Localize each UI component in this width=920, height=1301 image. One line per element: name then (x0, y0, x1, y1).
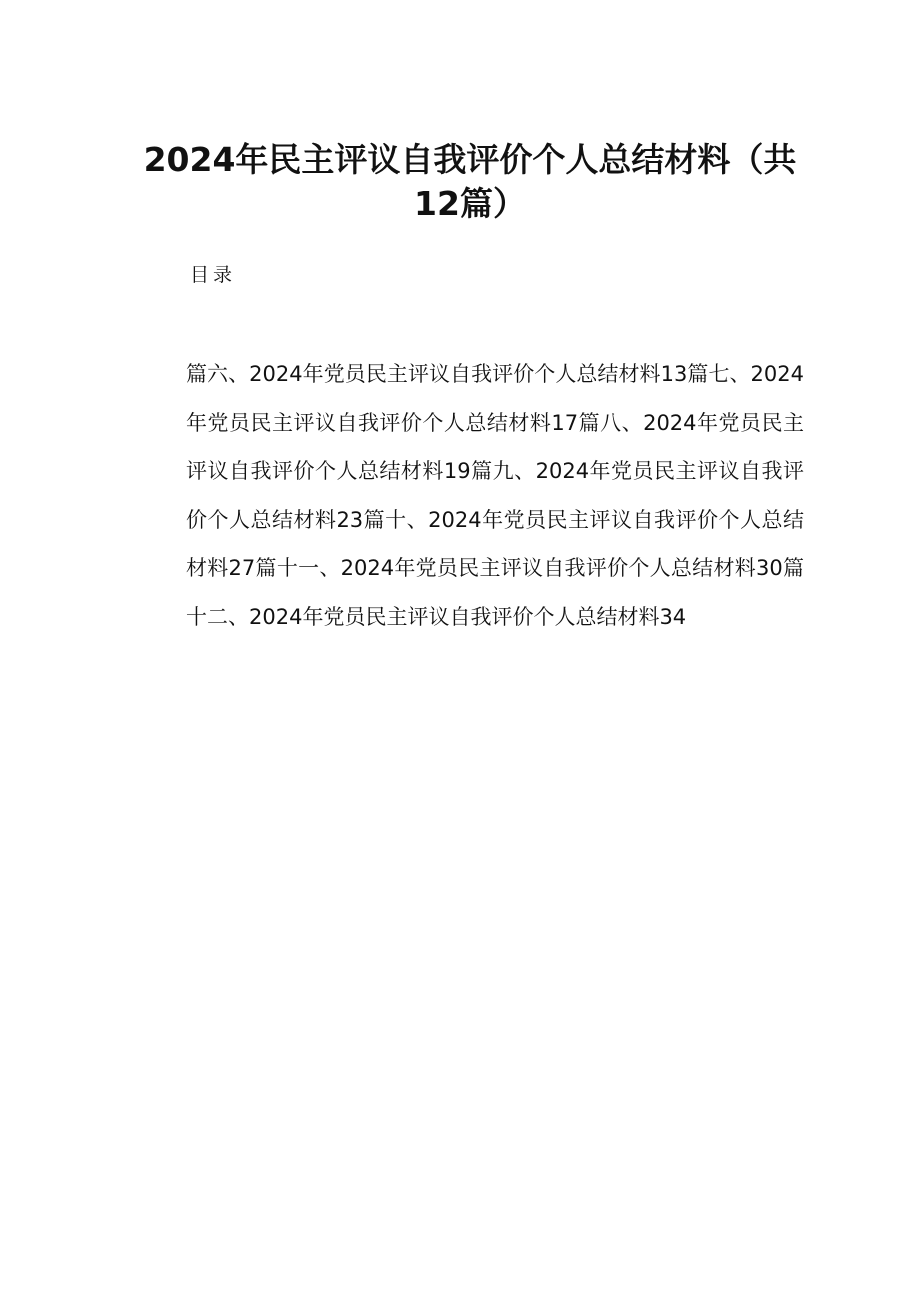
toc-entry[interactable]: 篇八、2024年党员民主评议自我评价个人总结材料19 (186, 410, 804, 483)
document-title: 2024年民主评议自我评价个人总结材料（共12篇） (143, 140, 797, 223)
toc-entry[interactable]: 篇十二、2024年党员民主评议自我评价个人总结材料34 (186, 556, 805, 629)
toc-entry[interactable]: 篇七、2024年党员民主评议自我评价个人总结材料17 (186, 362, 804, 435)
toc-entry[interactable]: 篇六、2024年党员民主评议自我评价个人总结材料13 (186, 362, 688, 386)
toc-entry[interactable]: 篇十、2024年党员民主评议自我评价个人总结材料27 (186, 507, 804, 580)
toc-entry[interactable]: 篇九、2024年党员民主评议自我评价个人总结材料23 (186, 459, 804, 532)
toc-heading: 目录 (190, 264, 237, 286)
toc-entry[interactable]: 篇十一、2024年党员民主评议自我评价个人总结材料30 (255, 556, 783, 580)
toc-list (186, 350, 804, 641)
